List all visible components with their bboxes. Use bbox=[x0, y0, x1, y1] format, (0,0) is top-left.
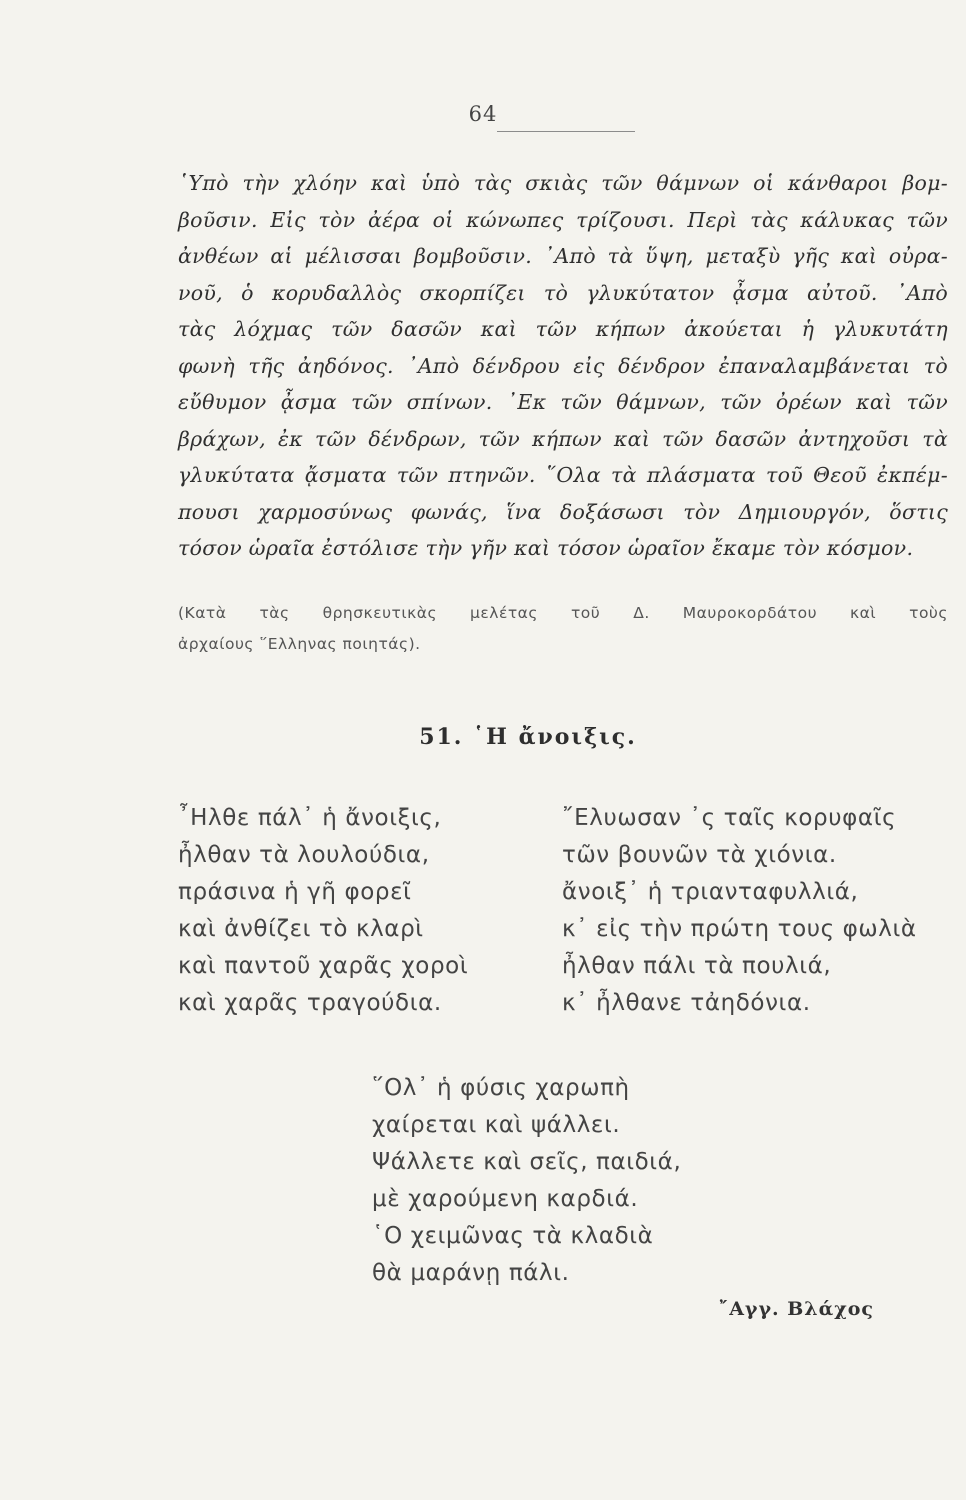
poem-title: 51. ῾Η ἄνοιξις. bbox=[419, 724, 637, 750]
prose-line: βοῦσιν. Εἰς τὸν ἀέρα οἱ κώνωπες τρίζουσι. Περὶ τὰς κάλυκας τῶν bbox=[178, 207, 948, 232]
poem-stanza-3 bbox=[372, 1070, 681, 1292]
prose-line: γλυκύτατα ᾄσματα τῶν πτηνῶν. ῞Ολα τὰ πλάσματα τοῦ Θεοῦ ἐκπέμ- bbox=[178, 463, 948, 487]
verse-line: ἄνοιξ᾿ ἡ τριανταφυλλιά, bbox=[562, 879, 859, 905]
verse-line: καὶ παντοῦ χαρᾶς χοροὶ bbox=[178, 953, 469, 979]
verse-line: ῏Ηλθε πάλ᾿ ἡ ἄνοιξις, bbox=[178, 805, 442, 831]
prose-line: ῾Υπὸ τὴν χλόην καὶ ὑπὸ τὰς σκιὰς τῶν θάμνων οἱ κάνθαροι βομ- bbox=[178, 171, 948, 195]
verse-line: πράσινα ἡ γῆ φορεῖ bbox=[178, 879, 412, 905]
prose-line: βράχων, ἐκ τῶν δένδρων, τῶν κήπων καὶ τῶν δασῶν ἀντηχοῦσι τὰ bbox=[178, 426, 948, 451]
verse-line: ῎Ελυωσαν ᾽ς ταῖς κορυφαῖς bbox=[562, 805, 897, 831]
verse-line: ἦλθαν τὰ λουλούδια, bbox=[178, 842, 430, 868]
prose-line: ἀνθέων αἱ μέλισσαι βομβοῦσιν. ᾿Απὸ τὰ ὕψη, μεταξὺ γῆς καὶ οὐρα- bbox=[178, 244, 948, 268]
verse-line: μὲ χαρούμενη καρδιά. bbox=[372, 1186, 639, 1212]
verse-line: κ᾿ ἦλθανε τἀηδόνια. bbox=[562, 990, 811, 1016]
header-rule bbox=[497, 131, 635, 132]
verse-line: ἦλθαν πάλι τὰ πουλιά, bbox=[562, 953, 832, 979]
verse-line: καὶ ἀνθίζει τὸ κλαρὶ bbox=[178, 916, 424, 942]
poem-stanza-1 bbox=[178, 800, 468, 1022]
prose-line: εὔθυμον ᾆσμα τῶν σπίνων. ᾿Εκ τῶν θάμνων, τῶν ὀρέων καὶ τῶν bbox=[178, 390, 948, 414]
source-citation bbox=[178, 598, 948, 660]
verse-line: καὶ χαρᾶς τραγούδια. bbox=[178, 990, 442, 1016]
verse-line: χαίρεται καὶ ψάλλει. bbox=[372, 1112, 621, 1138]
prose-paragraph bbox=[178, 165, 948, 567]
verse-line: ῾Ο χειμῶνας τὰ κλαδιὰ bbox=[372, 1223, 654, 1249]
prose-line: τὰς λόχμας τῶν δασῶν καὶ τῶν κήπων ἀκούεται ἡ γλυκυτάτη bbox=[178, 317, 948, 341]
page-number: 64 bbox=[468, 102, 498, 126]
poem-stanza-2 bbox=[562, 800, 917, 1022]
poem-author: ῎Αγγ. Βλάχος bbox=[718, 1298, 874, 1320]
verse-line: τῶν βουνῶν τὰ χιόνια. bbox=[562, 842, 837, 868]
verse-line: κ᾿ εἰς τὴν πρώτη τους φωλιὰ bbox=[562, 916, 917, 942]
citation-line: ἀρχαίους ῞Ελληνας ποιητάς). bbox=[178, 635, 421, 653]
verse-line: ῞Ολ᾿ ἡ φύσις χαρωπὴ bbox=[372, 1075, 630, 1101]
verse-line: Ψάλλετε καὶ σεῖς, παιδιά, bbox=[372, 1149, 682, 1175]
prose-line: τόσον ὡραῖα ἐστόλισε τὴν γῆν καὶ τόσον ὡραῖον ἔκαμε τὸν κόσμον. bbox=[178, 536, 914, 560]
prose-line: φωνὴ τῆς ἀηδόνος. ᾿Απὸ δένδρου εἰς δένδρον ἐπαναλαμβάνεται τὸ bbox=[178, 353, 948, 378]
verse-line: θὰ μαράνῃ πάλι. bbox=[372, 1260, 570, 1286]
prose-line: πουσι χαρμοσύνως φωνάς, ἵνα δοξάσωσι τὸν Δημιουργόν, ὅστις bbox=[178, 499, 948, 524]
citation-line: (Κατὰ τὰς θρησκευτικὰς μελέτας τοῦ Δ. Μαυροκορδάτου καὶ τοὺς bbox=[178, 604, 948, 622]
prose-line: νοῦ, ὁ κορυδαλλὸς σκορπίζει τὸ γλυκύτατον ᾆσμα αὐτοῦ. ᾿Απὸ bbox=[178, 280, 948, 305]
